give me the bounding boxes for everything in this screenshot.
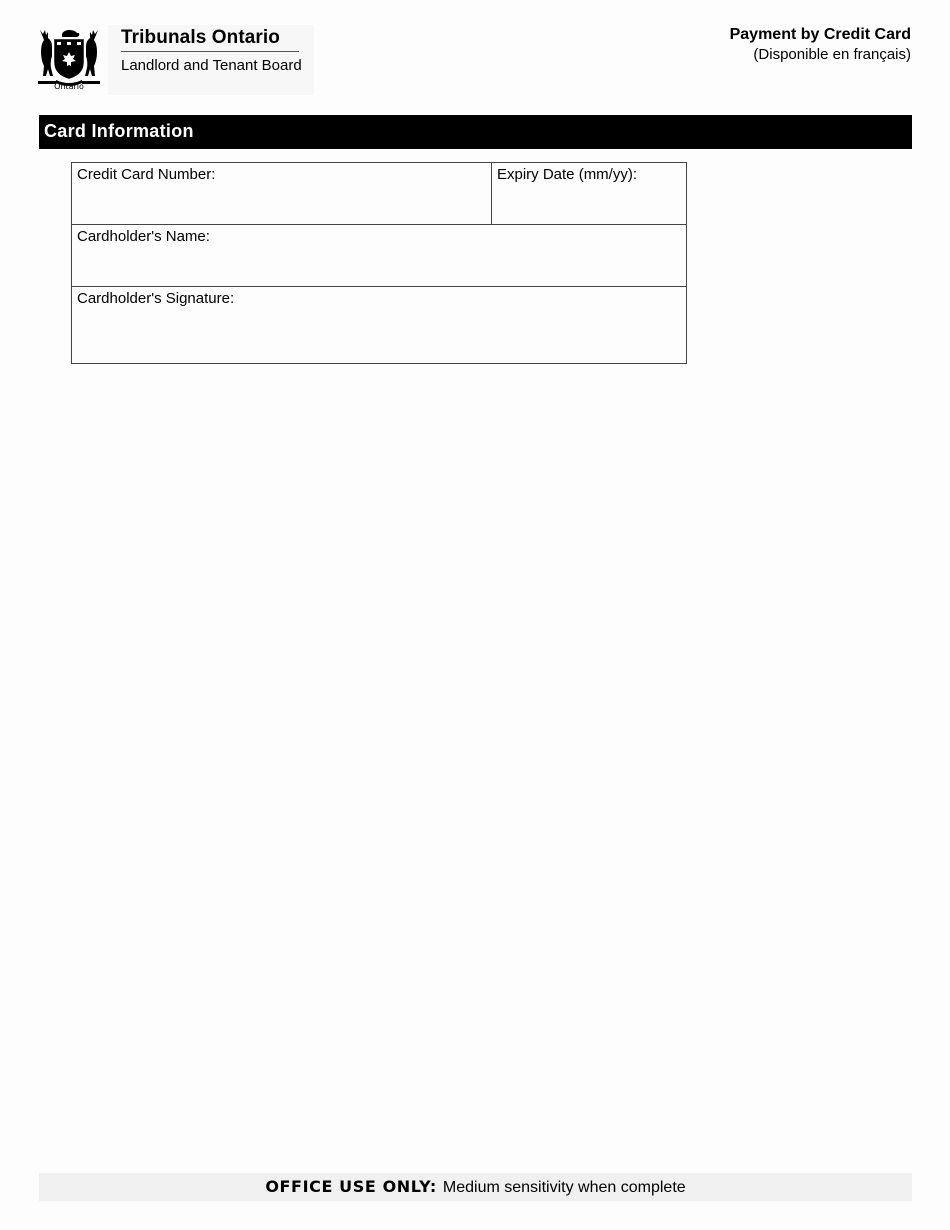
card-number-field[interactable] [77, 192, 486, 218]
signature-label: Cardholder's Signature: [77, 290, 235, 307]
cardholder-name-label: Cardholder's Name: [77, 228, 210, 245]
sensitivity-note: Medium sensitivity when complete [442, 1179, 686, 1196]
cardholder-name-cell [72, 225, 686, 286]
expiry-date-field[interactable] [497, 192, 681, 218]
language-note: (Disponible en français) [753, 46, 911, 63]
section-title: Card Information [44, 121, 194, 141]
expiry-cell [492, 163, 686, 224]
expiry-date-label: Expiry Date (mm/yy): [497, 166, 638, 183]
form-title: Payment by Credit Card [729, 26, 911, 43]
card-number-cell [72, 163, 491, 224]
card-information-table [71, 162, 687, 364]
office-use-label: OFFICE USE ONLY: [265, 1177, 437, 1196]
office-use-footer [39, 1173, 912, 1201]
organization-name: Tribunals Ontario [121, 27, 280, 48]
board-name: Landlord and Tenant Board [121, 57, 302, 74]
signature-field[interactable] [77, 331, 681, 357]
logo-caption: Ontario [54, 82, 84, 91]
card-number-label: Credit Card Number: [77, 166, 216, 183]
cardholder-name-field[interactable] [77, 254, 681, 280]
signature-cell [72, 287, 686, 363]
brand-divider [121, 51, 299, 52]
section-header-card-information [39, 115, 912, 149]
